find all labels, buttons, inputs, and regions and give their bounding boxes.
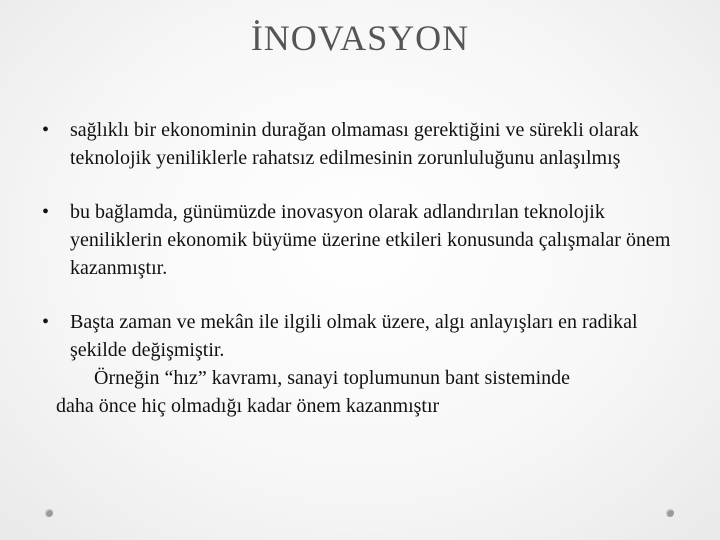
slide-title: İNOVASYON xyxy=(250,18,470,58)
continuation-line-1: Örneğin “hız” kavramı, sanayi toplumunun bant sisteminde xyxy=(94,367,570,389)
bullet-text: Başta zaman ve mekân ile ilgili olmak üzere, algı anlayışları en radikal şekilde değişmiştir. xyxy=(70,311,638,361)
bullet-dot-icon: • xyxy=(42,201,50,223)
decorative-dot-right-icon xyxy=(666,509,674,517)
bullet-dot-icon: • xyxy=(42,311,50,333)
bullet-item-1 xyxy=(30,116,690,172)
bullet-text: sağlıklı bir ekonominin durağan olmaması gerektiğini ve sürekli olarak teknolojik yeniliklerle rahatsız edilmesinin zorunluluğunu anlaşılmış xyxy=(70,119,639,169)
bullet-text: bu bağlamda, günümüzde inovasyon olarak adlandırılan teknolojik yeniliklerin ekonomik büyüme üzerine etkileri konusunda çalışmalar önem kazanmıştır. xyxy=(70,201,671,279)
decorative-dot-left-icon xyxy=(45,509,53,517)
bullet-dot-icon: • xyxy=(42,119,50,141)
slide-content xyxy=(30,116,690,420)
bullet-item-3 xyxy=(30,308,690,420)
bullet-item-2 xyxy=(30,198,690,282)
continuation-line-2: daha önce hiç olmadığı kadar önem kazanmıştır xyxy=(56,395,440,417)
